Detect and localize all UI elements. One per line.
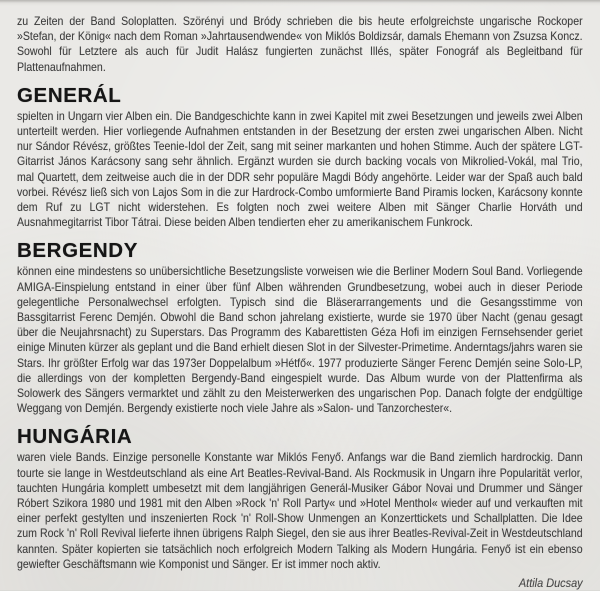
section-hungaria bbox=[17, 426, 600, 572]
section-body-general: spielten in Ungarn vier Alben ein. Die Bandgeschichte kann in zwei Kapitel mit zwei Besetzungen und jeweils zwei Alben unterteilt werden. Hier vorliegende Aufnahmen entstanden in der Besetzung der ersten zwei ungarischen Alben. Nicht nur Sándor Révész, größtes Teenie-Idol der Zeit, sang mit seiner markanten und hohen Stimme. Auch der spätere LGT-Gitarrist János Karácsony sang sehr ähnlich. Ergänzt wurden sie durch backing vocals von Mikrolied-Vokál, mal Trio, mal Quartett, dem zeitweise auch die in der DDR sehr populäre Magdi Bódy angehörte. Leider war der Spaß auch bald vorbei. Révész ließ sich von Lajos Som in die zur Hardrock-Combo umformierte Band Piramis locken, Karácsony konnte dem Ruf zu LGT nicht widerstehen. Es folgten noch zwei weitere Alben mit Sänger Charlie Horváth und Ausnahmegitarrist Tibor Tátrai. Diese beiden Alben tendierten eher zu amerikanischem Funkrock. bbox=[17, 108, 583, 230]
section-general bbox=[17, 85, 600, 231]
section-heading-bergendy: BERGENDY bbox=[17, 239, 138, 263]
section-heading-general: GENERÁL bbox=[17, 83, 122, 107]
scan-edge-shadow bbox=[0, 0, 600, 3]
section-heading-hungaria: HUNGÁRIA bbox=[17, 425, 133, 449]
author-signature: Attila Ducsay bbox=[518, 576, 583, 591]
section-bergendy bbox=[17, 240, 600, 416]
section-body-bergendy: können eine mindestens so unübersichtliche Besetzungsliste vorweisen wie die Berliner Modern Soul Band. Vorliegende AMIGA-Einspielung entstand in einer über fünf Alben währenden Grundbesetzung, wobei auch in dieser Periode gelegentliche Personalwechsel erfolgten. Typisch sind die Bläserarrangements und die Gesangsstimme von Bassgitarrist Ferenc Demjén. Obwohl die Band schon jahrelang existierte, wurde sie 1970 über Nacht (genau gesagt über die Neujahrsnacht) zu Superstars. Das Programm des Kabarettisten Géza Hofi im einzigen Fernsehsender geriet einige Minuten kürzer als geplant und die Band erhielt diesen Slot in der Silvester-Primetime. Anderntags/jahrs waren sie Stars. Ihr größter Erfolg war das 1973er Doppelalbum »Hétfő«. 1977 produzierte Sänger Ferenc Demjén seine Solo-LP, die allerdings von der kompletten Bergendy-Band eingespielt wurde. Das Album wurde von der Plattenfirma als Solowerk des Sängers vermarktet und zählt zu den Meisterwerken des ungarischen Pop. Danach folgte der endgültige Weggang von Demjén. Bergendy existierte noch viele Jahre als »Salon- und Tanzorchester«. bbox=[17, 264, 583, 416]
intro-paragraph: zu Zeiten der Band Soloplatten. Szörényi und Bródy schrieben die bis heute erfolgreichste ungarische Rockoper »Stefan, der König« nach dem Roman »Jahrtausendwende« von Miklós Boldizsár, damals Ehemann von Zsuzsa Koncz. Sowohl für Letztere als auch für Judit Halász fungierten zunächst Illés, später Fonográf als Begleitband für Plattenaufnahmen. bbox=[17, 14, 583, 74]
section-body-hungaria: waren viele Bands. Einzige personelle Konstante war Miklós Fenyő. Anfangs war die Band ziemlich hardrockig. Dann tourte sie lange in Westdeutschland als eine Art Beatles-Revival-Band. Als Rockmusik in Ungarn ihre Popularität verlor, tauchten Hungária komplett umbesetzt mit dem langjährigen Generál-Musiker Gábor Novai und Drummer und Sänger Róbert Szikora 1980 und 1981 mit den Alben »Rock 'n' Roll Party« und »Hotel Menthol« wieder auf und verkauften mit einer perfekt gestylten und inszenierten Rock 'n' Roll-Show Unmengen an Konzerttickets und Schallplatten. Die Idee zum Rock 'n' Roll Revival lieferte ihnen übrigens Ralph Siegel, den sie aus ihrer Beatles-Revival-Zeit in Westdeutschland kannten. Später kopierten sie tatsächlich noch erfolgreich Modern Talking als Modern Hungária. Fenyő ist ein ebenso gewiefter Geschäftsmann wie Komponist und Sänger. Er ist immer noch aktiv. bbox=[17, 450, 583, 571]
